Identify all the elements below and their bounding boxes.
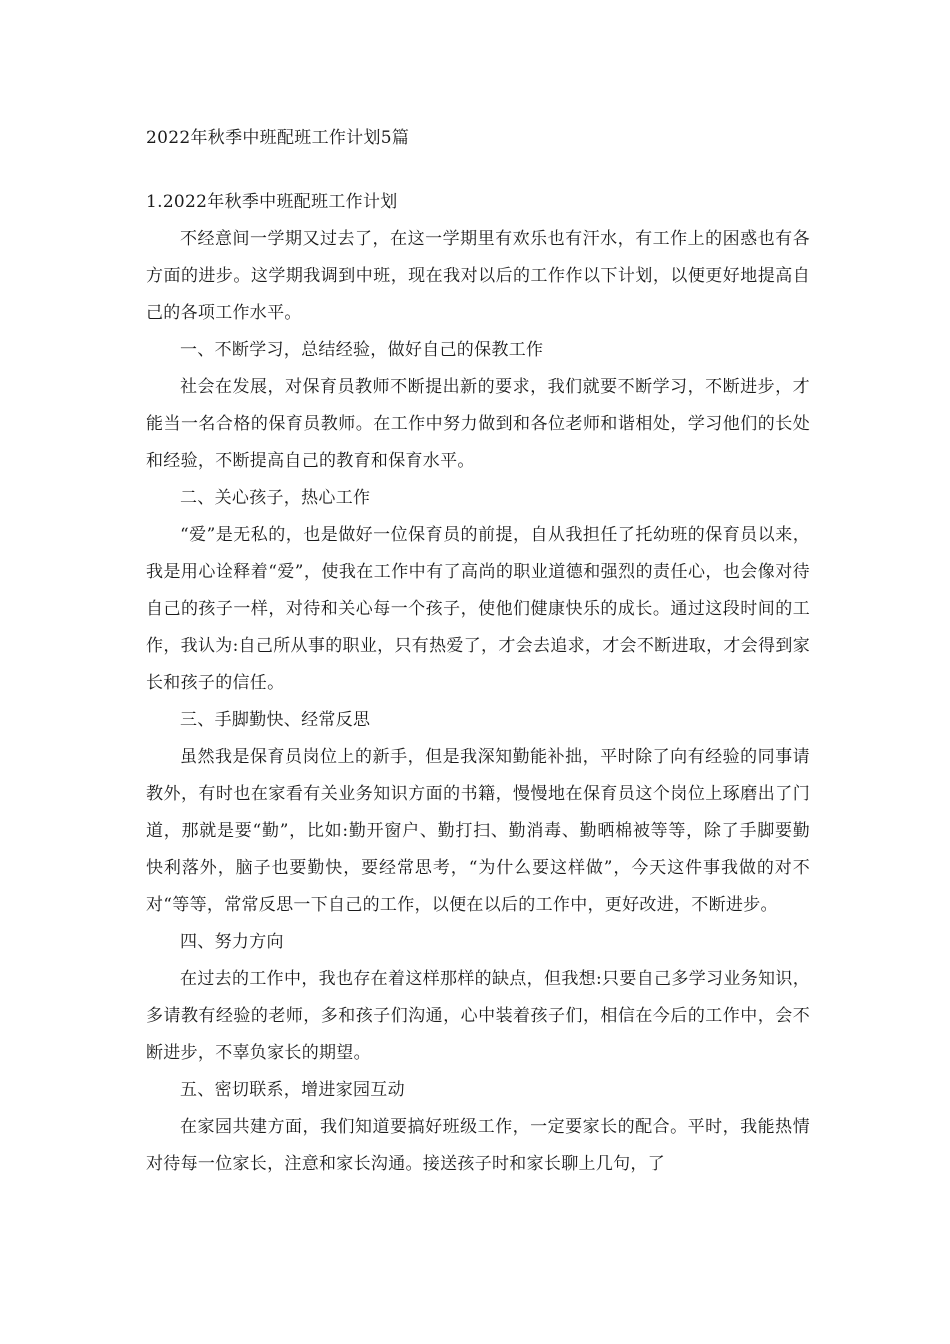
document-title: 2022年秋季中班配班工作计划5篇 <box>146 128 410 148</box>
heading-home-school: 五、密切联系，增进家园互动 <box>180 1080 405 1100</box>
paragraph-diligence: 虽然我是保育员岗位上的新手，但是我深知勤能补拙，平时除了向有经验的同事请教外，有时也在家看有关业务知识方面的书籍，慢慢地在保育员这个岗位上琢磨出了门道，那就是要“勤”，比如:勤开窗户、勤打扫、勤消毒、勤晒棉被等等，除了手脚要勤快利落外，脑子也要勤快，要经常思考，“为什么要这样做”，今天这件事我做的对不对“等等，常常反思一下自己的工作，以便在以后的工作中，更好改进，不断进步。 <box>146 747 810 915</box>
heading-learning: 一、不断学习，总结经验，做好自己的保教工作 <box>180 340 544 360</box>
paragraph-learning: 社会在发展，对保育员教师不断提出新的要求，我们就要不断学习，不断进步，才能当一名合格的保育员教师。在工作中努力做到和各位老师和谐相处，学习他们的长处和经验，不断提高自己的教育和保育水平。 <box>146 377 810 471</box>
heading-direction: 四、努力方向 <box>180 932 284 952</box>
paragraph-direction: 在过去的工作中，我也存在着这样那样的缺点，但我想:只要自己多学习业务知识，多请教有经验的老师，多和孩子们沟通，心中装着孩子们，相信在今后的工作中，会不断进步，不辜负家长的期望。 <box>146 969 810 1063</box>
heading-care: 二、关心孩子，热心工作 <box>180 488 371 508</box>
heading-diligence: 三、手脚勤快、经常反思 <box>180 710 371 730</box>
document-body <box>146 118 810 1183</box>
paragraph-intro: 不经意间一学期又过去了，在这一学期里有欢乐也有汗水，有工作上的困惑也有各方面的进步。这学期我调到中班，现在我对以后的工作作以下计划，以便更好地提高自己的各项工作水平。 <box>146 229 810 323</box>
paragraph-care: “爱”是无私的，也是做好一位保育员的前提，自从我担任了托幼班的保育员以来，我是用心诠释着“爱”，使我在工作中有了高尚的职业道德和强烈的责任心，也会像对待自己的孩子一样，对待和关心每一个孩子，使他们健康快乐的成长。通过这段时间的工作，我认为:自己所从事的职业，只有热爱了，才会去追求，才会不断进取，才会得到家长和孩子的信任。 <box>146 525 810 693</box>
section-title: 1.2022年秋季中班配班工作计划 <box>146 192 398 212</box>
paragraph-home-school: 在家园共建方面，我们知道要搞好班级工作，一定要家长的配合。平时，我能热情对待每一位家长，注意和家长沟通。接送孩子时和家长聊上几句，了 <box>146 1117 810 1174</box>
